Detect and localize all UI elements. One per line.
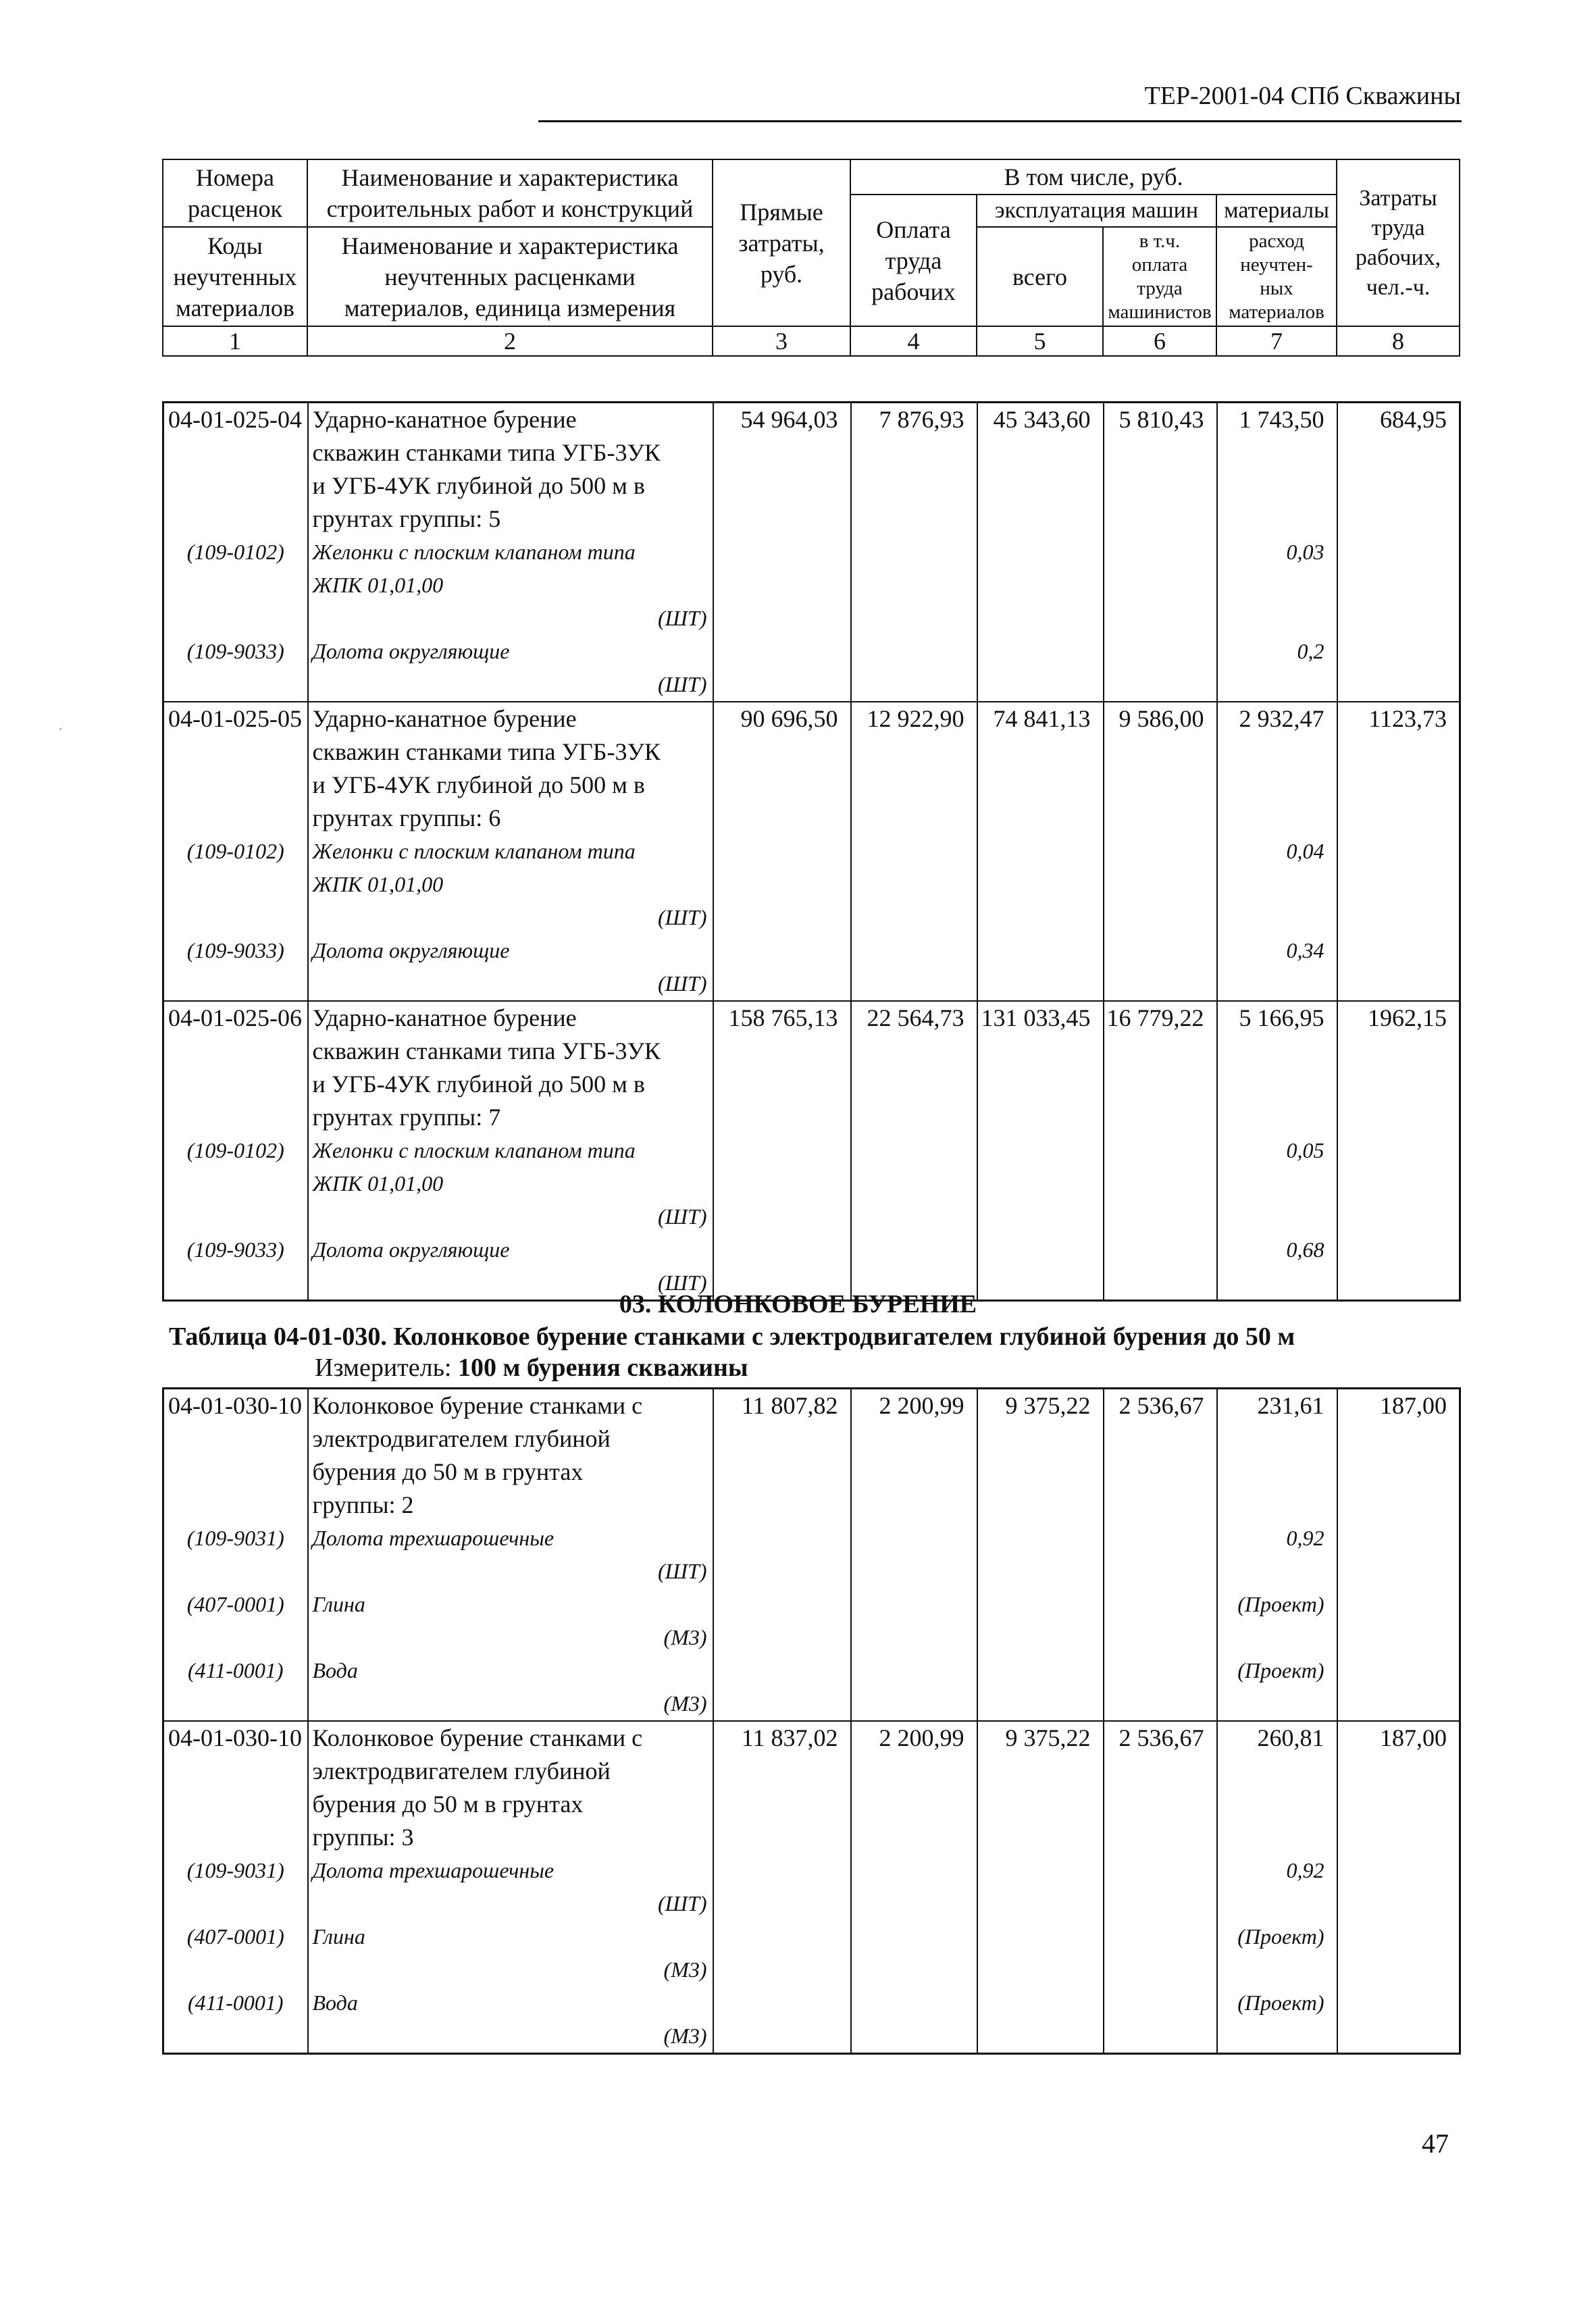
labor-hours-cell (1337, 1001, 1460, 1301)
document-title: ТЕР-2001-04 СПб Скважины (1144, 82, 1461, 110)
labor-cost-cell (851, 1389, 977, 1722)
spacer-line (1218, 503, 1337, 536)
material-unit: (М3) (663, 1691, 707, 1716)
header-col3: Прямые затраты, руб. (713, 159, 850, 326)
work-name-line: бурения до 50 м в грунтах (312, 1458, 584, 1485)
machinist-cost-cell (1104, 1721, 1217, 2054)
section-title: 03. КОЛОНКОВОЕ БУРЕНИЕ (619, 1290, 977, 1318)
spacer-line (164, 1821, 307, 1854)
labor-cost: 2 200,99 (879, 1724, 964, 1751)
codes-cell (163, 702, 308, 1001)
spacer-line (1218, 668, 1337, 701)
names-cell (308, 403, 713, 702)
machinist-cost: 5 810,43 (1118, 406, 1204, 433)
material-qty: 0,05 (1286, 1138, 1324, 1162)
work-name-line: скважин станками типа УГБ-3УК (312, 738, 661, 765)
meter-line (315, 1353, 748, 1383)
material-code: (109-9033) (186, 1237, 284, 1262)
machine-cost-cell (977, 1001, 1104, 1301)
spacer-line (164, 1035, 307, 1068)
rate-code: 04-01-030-10 (168, 1392, 302, 1419)
spacer-line (1218, 1200, 1337, 1233)
header-col1-top: Номера расценок (163, 159, 307, 227)
spacer-line (1218, 1555, 1337, 1588)
labor-cost: 2 200,99 (879, 1392, 964, 1419)
spacer-line (1218, 868, 1337, 901)
spacer-line (1218, 1489, 1337, 1522)
materials-cell (1217, 1389, 1337, 1722)
machine-cost: 131 033,45 (981, 1004, 1091, 1031)
materials-cell (1217, 1721, 1337, 2054)
header-col7: расход неучтен- ных материалов (1216, 227, 1337, 326)
spacer-line (164, 469, 307, 503)
spacer-line (164, 901, 307, 934)
material-code: (109-0102) (186, 839, 284, 863)
work-name-line: электродвигателем глубиной (312, 1757, 611, 1784)
header-materials: материалы (1216, 195, 1337, 227)
work-name-line: грунтах группы: 6 (312, 804, 501, 831)
material-name: Долота трехшарошечные (312, 1526, 555, 1550)
index-cell: 5 (977, 326, 1103, 356)
materials-cost: 260,81 (1257, 1724, 1324, 1751)
codes-cell (163, 1721, 308, 2054)
spacer-line (1218, 469, 1337, 503)
material-unit: (ШТ) (658, 905, 707, 929)
header-col2-bottom: Наименование и характеристика неучтенных расценками материалов, единица измерения (307, 227, 713, 326)
material-name: Желонки с плоским клапаном типа (312, 540, 636, 564)
rate-code: 04-01-025-04 (168, 406, 302, 433)
spacer-line (1218, 1788, 1337, 1821)
machinist-cost: 16 779,22 (1106, 1004, 1204, 1031)
spacer-line (1218, 1887, 1337, 1920)
machine-cost-cell (977, 1721, 1104, 2054)
spacer-line (1218, 1068, 1337, 1101)
spacer-line (164, 602, 307, 635)
spacer-line (164, 1489, 307, 1522)
rate-code: 04-01-025-05 (168, 705, 302, 732)
spacer-line (164, 1621, 307, 1654)
names-cell (308, 1389, 713, 1722)
meter-label: Измеритель: (315, 1354, 452, 1382)
page-number: 47 (1422, 2128, 1449, 2159)
labor-hours-cell (1337, 403, 1460, 702)
machine-cost: 9 375,22 (1005, 1392, 1091, 1419)
work-name-line: группы: 3 (312, 1824, 414, 1851)
material-name: Вода (312, 1658, 358, 1682)
materials-cost: 5 166,95 (1239, 1004, 1324, 1031)
material-qty: 0,2 (1297, 639, 1324, 663)
machine-cost: 74 841,13 (993, 705, 1091, 732)
header-col6: в т.ч. оплата труда машинистов (1103, 227, 1216, 326)
spacer-line (1218, 769, 1337, 802)
header-col4: Оплата труда рабочих (850, 195, 977, 326)
material-name: Желонки с плоским клапаном типа (312, 1138, 636, 1162)
spacer-line (1218, 1035, 1337, 1068)
material-qty: (Проект) (1237, 1592, 1324, 1616)
machinist-cost-cell (1104, 702, 1217, 1001)
machine-cost: 9 375,22 (1005, 1724, 1091, 1751)
names-cell (308, 702, 713, 1001)
material-code: (109-9031) (186, 1526, 284, 1550)
spacer-line (1218, 1621, 1337, 1654)
table-row (163, 403, 1460, 702)
spacer-line (1218, 967, 1337, 1000)
direct-cost: 11 807,82 (741, 1392, 838, 1419)
direct-cost: 158 765,13 (728, 1004, 838, 1031)
material-name: ЖПК 01,01,00 (312, 872, 444, 896)
names-cell (308, 1721, 713, 2054)
material-code: (411-0001) (187, 1990, 284, 2015)
meter-value: 100 м бурения скважины (458, 1354, 748, 1382)
work-name-line: Ударно-канатное бурение (312, 406, 577, 433)
spacer-line (1218, 436, 1337, 469)
table-header (162, 159, 1460, 357)
spacer-line (1218, 1422, 1337, 1456)
spacer-line (164, 2020, 307, 2053)
material-name: ЖПК 01,01,00 (312, 1171, 444, 1195)
machine-cost: 45 343,60 (993, 406, 1091, 433)
header-col1-bottom: Коды неучтенных материалов (163, 227, 307, 326)
materials-cost: 1 743,50 (1239, 406, 1324, 433)
header-in-total: В том числе, руб. (850, 159, 1337, 195)
material-unit: (ШТ) (658, 606, 707, 630)
material-unit: (ШТ) (658, 1559, 707, 1583)
material-unit: (ШТ) (658, 1270, 707, 1295)
material-name: Глина (312, 1592, 365, 1616)
material-name: Долота округляющие (312, 1237, 510, 1262)
direct-cost: 90 696,50 (740, 705, 838, 732)
material-name: Желонки с плоским клапаном типа (312, 839, 636, 863)
material-code: (411-0001) (187, 1658, 284, 1682)
spacer-line (164, 967, 307, 1000)
material-unit: (М3) (663, 1625, 707, 1649)
spacer-line (164, 1456, 307, 1489)
index-cell: 6 (1103, 326, 1216, 356)
index-cell: 8 (1337, 326, 1460, 356)
table-row (163, 1001, 1460, 1301)
work-name-line: Ударно-канатное бурение (312, 1004, 577, 1031)
spacer-line (164, 769, 307, 802)
labor-hours: 684,95 (1380, 406, 1447, 433)
index-cell: 7 (1216, 326, 1337, 356)
work-name-line: электродвигателем глубиной (312, 1425, 611, 1452)
material-qty: (Проект) (1237, 1990, 1324, 2015)
labor-hours-cell (1337, 702, 1460, 1001)
spacer-line (164, 802, 307, 835)
spacer-line (164, 1887, 307, 1920)
work-name-line: и УГБ-4УК глубиной до 500 м в (312, 472, 645, 499)
scan-artifact (59, 728, 61, 730)
spacer-line (1218, 569, 1337, 602)
work-name-line: грунтах группы: 5 (312, 505, 501, 532)
header-machines: эксплуатация машин (977, 195, 1216, 227)
work-name-line: группы: 2 (312, 1491, 414, 1518)
labor-hours-cell (1337, 1389, 1460, 1722)
material-name: Долота округляющие (312, 639, 510, 663)
spacer-line (1218, 1755, 1337, 1788)
materials-cell (1217, 403, 1337, 702)
spacer-line (164, 736, 307, 769)
material-code: (407-0001) (186, 1924, 284, 1949)
machine-cost-cell (977, 1389, 1104, 1722)
direct-cost-cell (713, 1001, 851, 1301)
direct-cost-cell (713, 1721, 851, 2054)
materials-cost: 231,61 (1257, 1392, 1324, 1419)
header-col2-top: Наименование и характеристика строительных работ и конструкций (307, 159, 713, 227)
machinist-cost-cell (1104, 1001, 1217, 1301)
machinist-cost-cell (1104, 403, 1217, 702)
spacer-line (164, 1555, 307, 1588)
material-code: (407-0001) (186, 1592, 284, 1616)
material-code: (109-9033) (186, 639, 284, 663)
work-name-line: грунтах группы: 7 (312, 1104, 501, 1131)
material-name: Долота округляющие (312, 938, 510, 962)
rates-table-025 (162, 401, 1461, 1302)
rate-code: 04-01-025-06 (168, 1004, 302, 1031)
spacer-line (1218, 1687, 1337, 1720)
work-name-line: и УГБ-4УК глубиной до 500 м в (312, 771, 645, 798)
labor-cost-cell (851, 1721, 977, 2054)
work-name-line: скважин станками типа УГБ-3УК (312, 1037, 661, 1064)
spacer-line (1218, 602, 1337, 635)
direct-cost: 54 964,03 (740, 406, 838, 433)
spacer-line (164, 1422, 307, 1456)
material-qty: (Проект) (1237, 1924, 1324, 1949)
work-name-line: скважин станками типа УГБ-3УК (312, 439, 661, 466)
spacer-line (1218, 1101, 1337, 1134)
index-cell: 3 (713, 326, 850, 356)
table-row (163, 1389, 1460, 1722)
work-name-line: Ударно-канатное бурение (312, 705, 577, 732)
material-unit: (ШТ) (658, 1891, 707, 1916)
spacer-line (1218, 2020, 1337, 2053)
title-rule (538, 120, 1462, 122)
labor-hours: 1123,73 (1368, 705, 1447, 732)
machinist-cost: 2 536,67 (1118, 1392, 1204, 1419)
spacer-line (164, 1068, 307, 1101)
labor-cost-cell (851, 1001, 977, 1301)
codes-cell (163, 1001, 308, 1301)
material-name: Вода (312, 1990, 358, 2015)
spacer-line (164, 1200, 307, 1233)
codes-cell (163, 1389, 308, 1722)
labor-cost: 12 922,90 (867, 705, 964, 732)
direct-cost-cell (713, 1389, 851, 1722)
material-unit: (М3) (663, 2024, 707, 2048)
material-qty: 0,03 (1286, 540, 1324, 564)
labor-cost-cell (851, 702, 977, 1001)
work-name-line: Колонковое бурение станками с (312, 1392, 643, 1419)
direct-cost-cell (713, 403, 851, 702)
material-qty: (Проект) (1237, 1658, 1324, 1682)
material-qty: 0,04 (1286, 839, 1324, 863)
spacer-line (164, 1167, 307, 1200)
material-qty: 0,34 (1286, 938, 1324, 962)
work-name-line: и УГБ-4УК глубиной до 500 м в (312, 1071, 645, 1098)
index-cell: 2 (307, 326, 713, 356)
names-cell (308, 1001, 713, 1301)
material-name: Глина (312, 1924, 365, 1949)
spacer-line (1218, 736, 1337, 769)
material-qty: 0,92 (1286, 1526, 1324, 1550)
material-code: (109-9033) (186, 938, 284, 962)
header-col5: всего (977, 227, 1103, 326)
machine-cost-cell (977, 403, 1104, 702)
work-name-line: бурения до 50 м в грунтах (312, 1791, 584, 1818)
labor-hours: 187,00 (1380, 1724, 1447, 1751)
material-qty: 0,92 (1286, 1858, 1324, 1882)
spacer-line (164, 436, 307, 469)
material-unit: (ШТ) (658, 1204, 707, 1229)
material-name: Долота трехшарошечные (312, 1858, 555, 1882)
table-row (163, 702, 1460, 1001)
direct-cost-cell (713, 702, 851, 1001)
material-unit: (М3) (663, 1957, 707, 1982)
spacer-line (164, 1953, 307, 1986)
spacer-line (1218, 1167, 1337, 1200)
spacer-line (164, 1788, 307, 1821)
labor-cost: 7 876,93 (879, 406, 964, 433)
materials-cost: 2 932,47 (1239, 705, 1324, 732)
material-unit: (ШТ) (658, 971, 707, 996)
spacer-line (164, 503, 307, 536)
spacer-line (164, 1755, 307, 1788)
machine-cost-cell (977, 702, 1104, 1001)
work-name-line: Колонковое бурение станками с (312, 1724, 643, 1751)
material-code: (109-0102) (186, 1138, 284, 1162)
machinist-cost: 9 586,00 (1118, 705, 1204, 732)
header-col8: Затраты труда рабочих, чел.-ч. (1337, 159, 1460, 326)
spacer-line (1218, 1953, 1337, 1986)
spacer-line (164, 569, 307, 602)
rate-code: 04-01-030-10 (168, 1724, 302, 1751)
materials-cell (1217, 702, 1337, 1001)
materials-cell (1217, 1001, 1337, 1301)
labor-cost-cell (851, 403, 977, 702)
material-qty: 0,68 (1286, 1237, 1324, 1262)
material-code: (109-0102) (186, 540, 284, 564)
labor-cost: 22 564,73 (867, 1004, 964, 1031)
spacer-line (1218, 802, 1337, 835)
spacer-line (1218, 1456, 1337, 1489)
material-name: ЖПК 01,01,00 (312, 573, 444, 597)
direct-cost: 11 837,02 (741, 1724, 838, 1751)
machinist-cost-cell (1104, 1389, 1217, 1722)
labor-hours-cell (1337, 1721, 1460, 2054)
codes-cell (163, 403, 308, 702)
spacer-line (164, 868, 307, 901)
material-code: (109-9031) (186, 1858, 284, 1882)
spacer-line (164, 668, 307, 701)
machinist-cost: 2 536,67 (1118, 1724, 1204, 1751)
spacer-line (1218, 901, 1337, 934)
spacer-line (164, 1101, 307, 1134)
rates-table-030 (162, 1387, 1461, 2055)
index-cell: 1 (163, 326, 307, 356)
table-title: Таблица 04-01-030. Колонковое бурение станками с электродвигателем глубиной бурения до 50 м (169, 1322, 1295, 1351)
labor-hours: 187,00 (1380, 1392, 1447, 1419)
labor-hours: 1962,15 (1368, 1004, 1447, 1031)
spacer-line (1218, 1821, 1337, 1854)
table-row (163, 1721, 1460, 2054)
spacer-line (164, 1687, 307, 1720)
index-cell: 4 (850, 326, 977, 356)
material-unit: (ШТ) (658, 672, 707, 696)
